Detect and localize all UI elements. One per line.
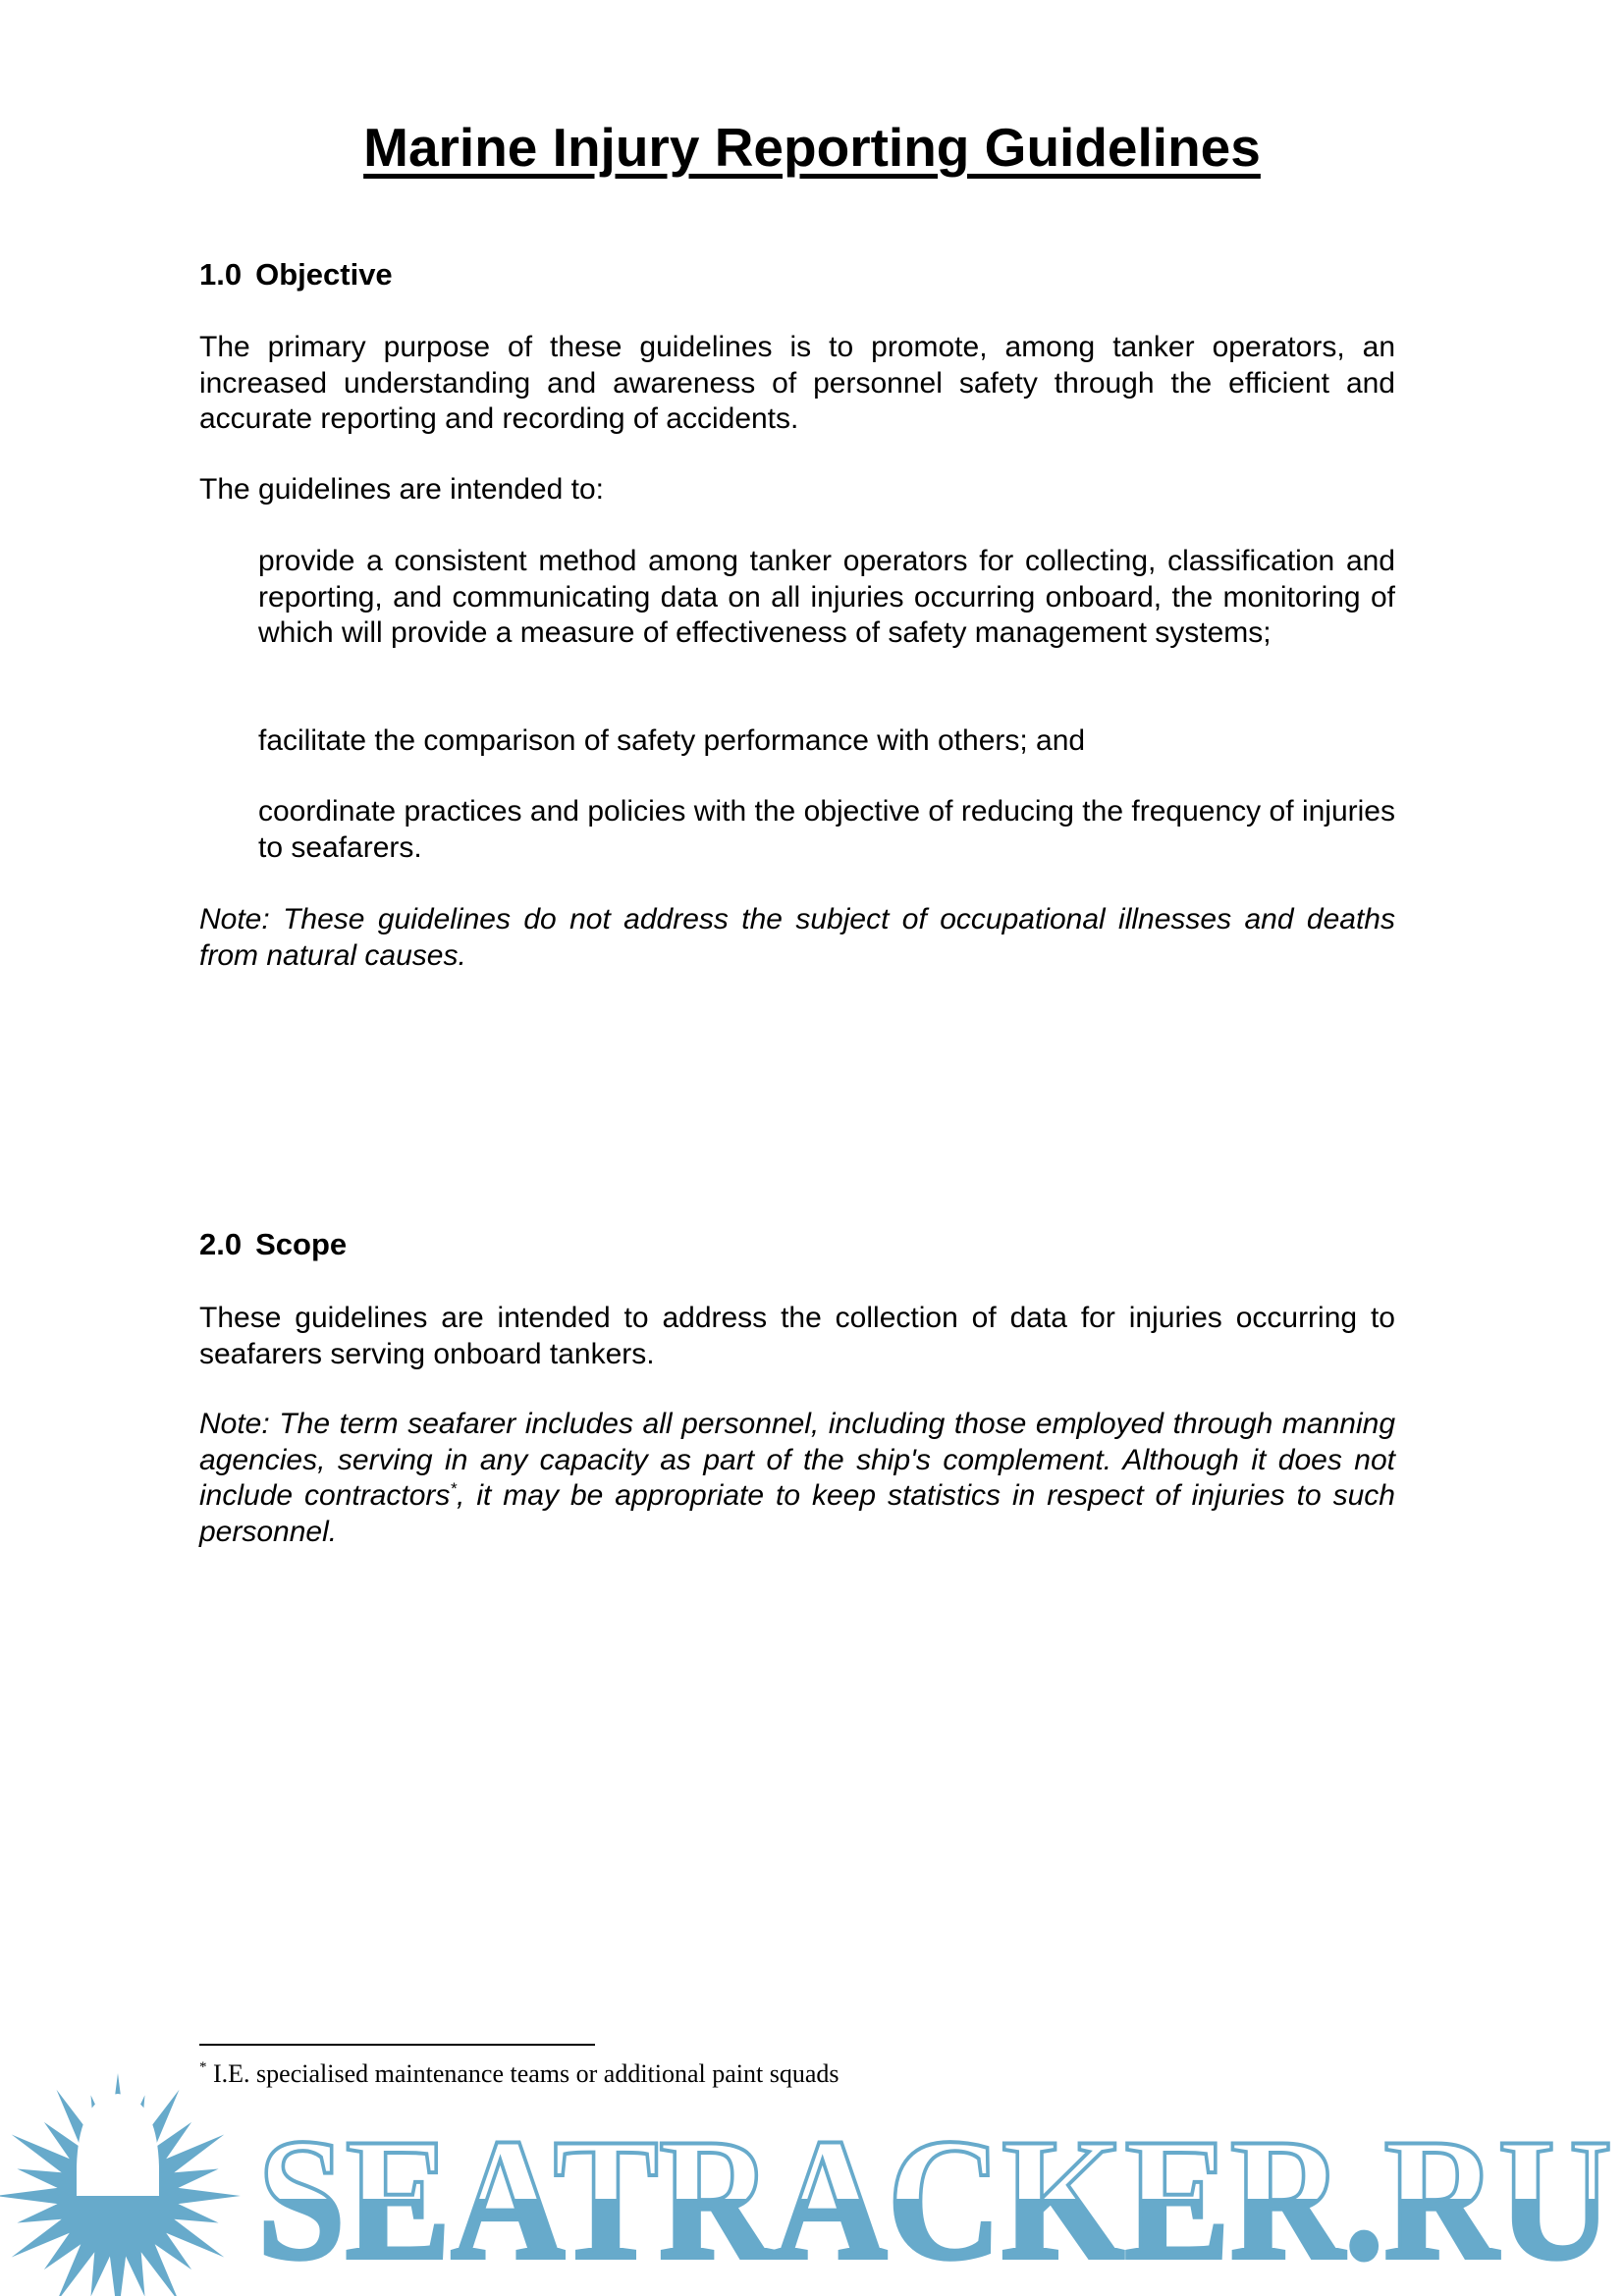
page-title: Marine Injury Reporting Guidelines [363,117,1261,178]
objective-item-3: coordinate practices and policies with the objective of reducing the frequency of injuries to seafarers. [258,795,1395,864]
section-heading-scope [199,1227,347,1262]
scope-paragraph: These guidelines are intended to address the collection of data for injuries occurring to seafarers serving onboard tankers. [199,1302,1395,1370]
objective-intro: The guidelines are intended to: [199,473,604,506]
section-title: Scope [255,1227,348,1261]
footnote-text: I.E. specialised maintenance teams or additional paint squads [213,2059,839,2088]
note-text: Note: The term seafarer includes all personnel, including those employed through manning agencies, serving in any capacity as part of the ship's complement. Although it does not include contractors [199,1408,1395,1512]
objective-note: Note: These guidelines do not address the subject of occupational illnesses and deaths from natural causes. [199,903,1395,972]
section-heading-objective [199,257,393,293]
sun-icon [0,2073,241,2296]
note-text: , it may be appropriate to keep statistics in respect of injuries to such personnel. [199,1479,1395,1548]
scope-note [199,1407,1395,1550]
footnote-marker: * [199,2059,207,2075]
objective-item-1: provide a consistent method among tanker operators for collecting, classification and reporting, and communicating data on all injuries occurring onboard, the monitoring of which will provide a measure of effectiveness of safety management systems; [258,545,1395,649]
objective-item-2: facilitate the comparison of safety performance with others; and [258,724,1086,757]
section-title: Objective [255,257,393,292]
section-number: 2.0 [199,1227,243,1261]
watermark-text: SEATRACKER.RU [257,2102,1612,2296]
footnote-separator [199,2044,595,2046]
footnote-ref[interactable]: * [450,1479,458,1498]
section-number: 1.0 [199,257,243,292]
objective-paragraph: The primary purpose of these guidelines is to promote, among tanker operators, an increased understanding and awareness of personnel safety through the efficient and accurate reporting and recording of accidents. [199,331,1395,435]
sun-dome [77,2094,159,2196]
watermark-logo [0,2071,1624,2296]
